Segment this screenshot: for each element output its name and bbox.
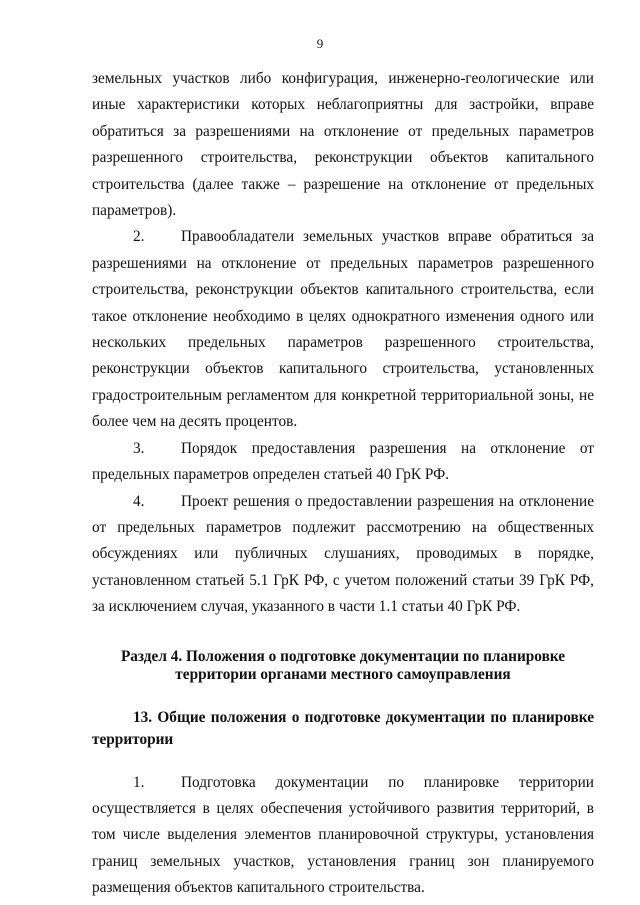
item-number: 2. bbox=[133, 228, 145, 246]
item-text: Порядок предоставления разрешения на отклонение от предельных параметров определен статьей 40 ГрК РФ. bbox=[92, 439, 594, 484]
subsection-title: 13. Общие положения о подготовке документации по планировке территории bbox=[92, 708, 594, 748]
item-text: Проект решения о предоставлении разрешения на отклонение от предельных параметров подлежит рассмотрению на общественных обсуждениях или публичных слушаниях, проводимых в порядке, установленном статьей 5.1 ГрК РФ, с учетом положений статьи 39 ГрК РФ, за исключением случая, указанного в части 1.1 статьи 40 ГрК РФ. bbox=[92, 492, 594, 616]
item-number: 1. bbox=[133, 773, 145, 791]
item-number: 4. bbox=[133, 492, 145, 510]
item-text: Подготовка документации по планировке территории осуществляется в целях обеспечения устойчивого развития территорий, в том числе выделения элементов планировочной структуры, установления границ земельных участков, установления границ зон планируемого размещения объектов капитального строительства. bbox=[92, 773, 594, 897]
section-heading bbox=[92, 648, 594, 684]
section-heading-line-1: Раздел 4. Положения о подготовке документации по планировке bbox=[120, 647, 566, 665]
item-text: Правообладатели земельных участков вправе обратиться за разрешениями на отклонение от предельных параметров разрешенного строительства, реконструкции объектов капитального строительства, если такое отклонение необходимо в целях однократного изменения одного или нескольких предельных параметров разрешенного строительства, реконструкции объектов капитального строительства, установленных градостроительным регламентом для конкретной территориальной зоны, не более чем на десять процентов. bbox=[92, 228, 594, 431]
list-item-3 bbox=[92, 436, 594, 489]
item-number: 3. bbox=[133, 439, 145, 457]
page-number: 9 bbox=[316, 36, 324, 51]
intro-paragraph: земельных участков либо конфигурация, инженерно-геологические или иные характеристики которых неблагоприятны для застройки, вправе обратиться за разрешениями на отклонение от предельных параметров разрешенного строительства, реконструкции объектов капитального строительства (далее также – разрешение на отклонение от предельных параметров). bbox=[92, 70, 594, 220]
list-item-2 bbox=[92, 224, 594, 435]
document-body bbox=[92, 66, 594, 902]
list-item-4 bbox=[92, 489, 594, 621]
section-heading-line-2: территории органами местного самоуправления bbox=[175, 665, 511, 683]
subsection-item-1 bbox=[92, 770, 594, 902]
